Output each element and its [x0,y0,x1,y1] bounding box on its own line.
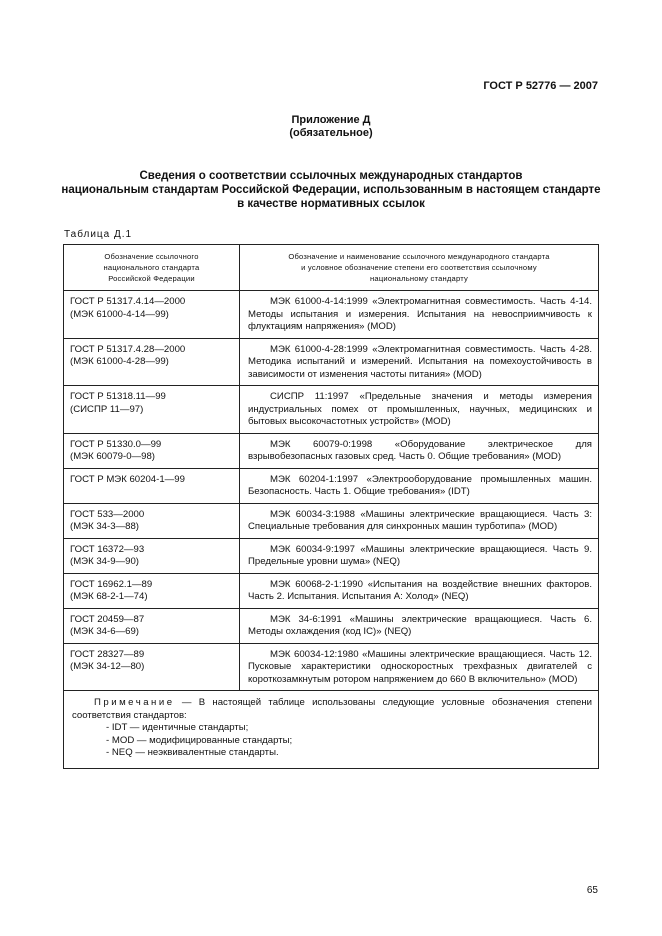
standard-id: ГОСТ Р 52776 — 2007 [483,80,598,92]
table-row [64,538,599,573]
table-caption: Таблица Д.1 [64,229,133,240]
table-row [64,291,599,339]
national-code-alt: (СИСПР 11—97) [70,403,144,415]
table-row [64,386,599,434]
international-standard-cell: МЭК 34-6:1991 «Машины электрические вращающиеся. Часть 6. Методы охлаждения (код IC)» (NEQ) [240,608,599,643]
national-code: ГОСТ 28327—89 [70,648,145,660]
international-standard-cell: МЭК 60034-3:1988 «Машины электрические вращающиеся. Часть 3: Специальные требования для синхронных машин турботипа» (MOD) [240,503,599,538]
note-paragraph [72,697,592,722]
section-title-line-2: национальным стандартам Российской Федерации, использованным в настоящем стандарте [61,184,601,196]
national-code: ГОСТ 16962.1—89 [70,578,153,590]
international-standard-cell: МЭК 60079-0:1998 «Оборудование электрическое для взрывобезопасных газовых сред. Часть 0. Общие требования» (MOD) [240,433,599,468]
national-code-alt: (МЭК 60079-0—98) [70,451,156,462]
national-standard-cell [64,386,240,434]
table-note-row [64,691,599,769]
national-standard-cell [64,338,240,386]
appendix-heading [60,114,602,140]
international-standard-cell: СИСПР 11:1997 «Предельные значения и методы измерения индустриальных помех от промышленных, научных, медицинских и бытовых высокочастотных устройств» (MOD) [240,386,599,434]
note-item-idt: - IDT — идентичные стандарты; [106,722,249,733]
international-standard-cell: МЭК 60204-1:1997 «Электрооборудование промышленных машин. Безопасность. Часть 1. Общие требования» (IDT) [240,468,599,503]
national-code: ГОСТ Р 51330.0—99 [70,438,162,450]
section-title-line-1: Сведения о соответствии ссылочных международных стандартов [139,170,523,182]
national-code: ГОСТ 16372—93 [70,543,145,555]
appendix-title: Приложение Д [291,114,371,126]
col1-header-line: национального стандарта [103,263,200,272]
national-code: ГОСТ Р 51318.11—99 [70,391,166,402]
international-standard-cell: МЭК 60068-2-1:1990 «Испытания на воздействие внешних факторов. Часть 2. Испытания. Испытания А: Холод» (NEQ) [240,573,599,608]
national-standard-cell [64,468,240,503]
national-standard-cell [64,291,240,339]
table-header-row [64,245,599,291]
table-row [64,643,599,691]
national-code-alt: (МЭК 68-2-1—74) [70,591,148,602]
col2-header-line: и условное обозначение степени его соответствия ссылочному [301,263,537,272]
col2-header-line: национальному стандарту [370,274,468,283]
international-standard-cell: МЭК 60034-9:1997 «Машины электрические вращающиеся. Часть 9. Предельные уровни шума» (NEQ) [240,538,599,573]
col1-header [64,245,240,291]
note-text: — В настоящей таблице использованы следующие условные обозначения степени соответствия стандартов: [72,697,592,721]
national-code-alt: (МЭК 34-3—88) [70,521,139,532]
col1-header-line: Обозначение ссылочного [104,252,199,261]
col2-header-line: Обозначение и наименование ссылочного международного стандарта [288,252,550,261]
national-code-alt: (МЭК 34-9—90) [70,556,139,567]
national-standard-cell [64,503,240,538]
international-standard-cell: МЭК 61000-4-28:1999 «Электромагнитная совместимость. Часть 4-28. Методика испытаний и измерений. Испытания на помехоустойчивость в зависимости от изменения частоты питания» (MOD) [240,338,599,386]
national-standard-cell [64,573,240,608]
note-label: Примечание [94,697,175,708]
national-code: ГОСТ Р 51317.4.14—2000 [70,296,186,307]
national-standard-cell [64,538,240,573]
table-row [64,338,599,386]
note-item-neq: - NEQ — неэквивалентные стандарты. [106,747,279,758]
national-code: ГОСТ 20459—87 [70,613,145,625]
section-title-line-3: в качестве нормативных ссылок [237,198,425,210]
national-code-alt: (МЭК 34-6—69) [70,626,139,637]
section-title [60,169,602,211]
appendix-subtitle: (обязательное) [289,127,373,139]
international-standard-cell: МЭК 60034-12:1980 «Машины электрические вращающиеся. Часть 12. Пусковые характеристики односкоростных трехфазных двигателей с короткозамкнутым ротором напряжением до 660 В включительно» (MOD) [240,643,599,691]
standards-table [63,244,599,769]
national-standard-cell [64,433,240,468]
national-code-alt: (МЭК 61000-4-28—99) [70,356,169,367]
table-row [64,433,599,468]
table-note [64,691,599,769]
international-standard-cell: МЭК 61000-4-14:1999 «Электромагнитная совместимость. Часть 4-14. Методы испытания и измерения. Испытания на невосприимчивость к флуктациям напряжения» (MOD) [240,291,599,339]
col1-header-line: Российской Федерации [108,274,195,283]
national-code: ГОСТ 533—2000 [70,508,145,520]
table-row [64,573,599,608]
national-code-alt: (МЭК 61000-4-14—99) [70,308,169,320]
national-standard-cell [64,643,240,691]
national-standard-cell [64,608,240,643]
table-row [64,608,599,643]
national-code: ГОСТ Р 51317.4.28—2000 [70,343,186,355]
table-row [64,468,599,503]
national-code: ГОСТ Р МЭК 60204-1—99 [70,473,185,485]
page-number: 65 [586,885,598,896]
national-code-alt: (МЭК 34-12—80) [70,661,145,672]
table-row [64,503,599,538]
col2-header [240,245,599,291]
note-item-mod: - MOD — модифицированные стандарты; [106,734,293,746]
